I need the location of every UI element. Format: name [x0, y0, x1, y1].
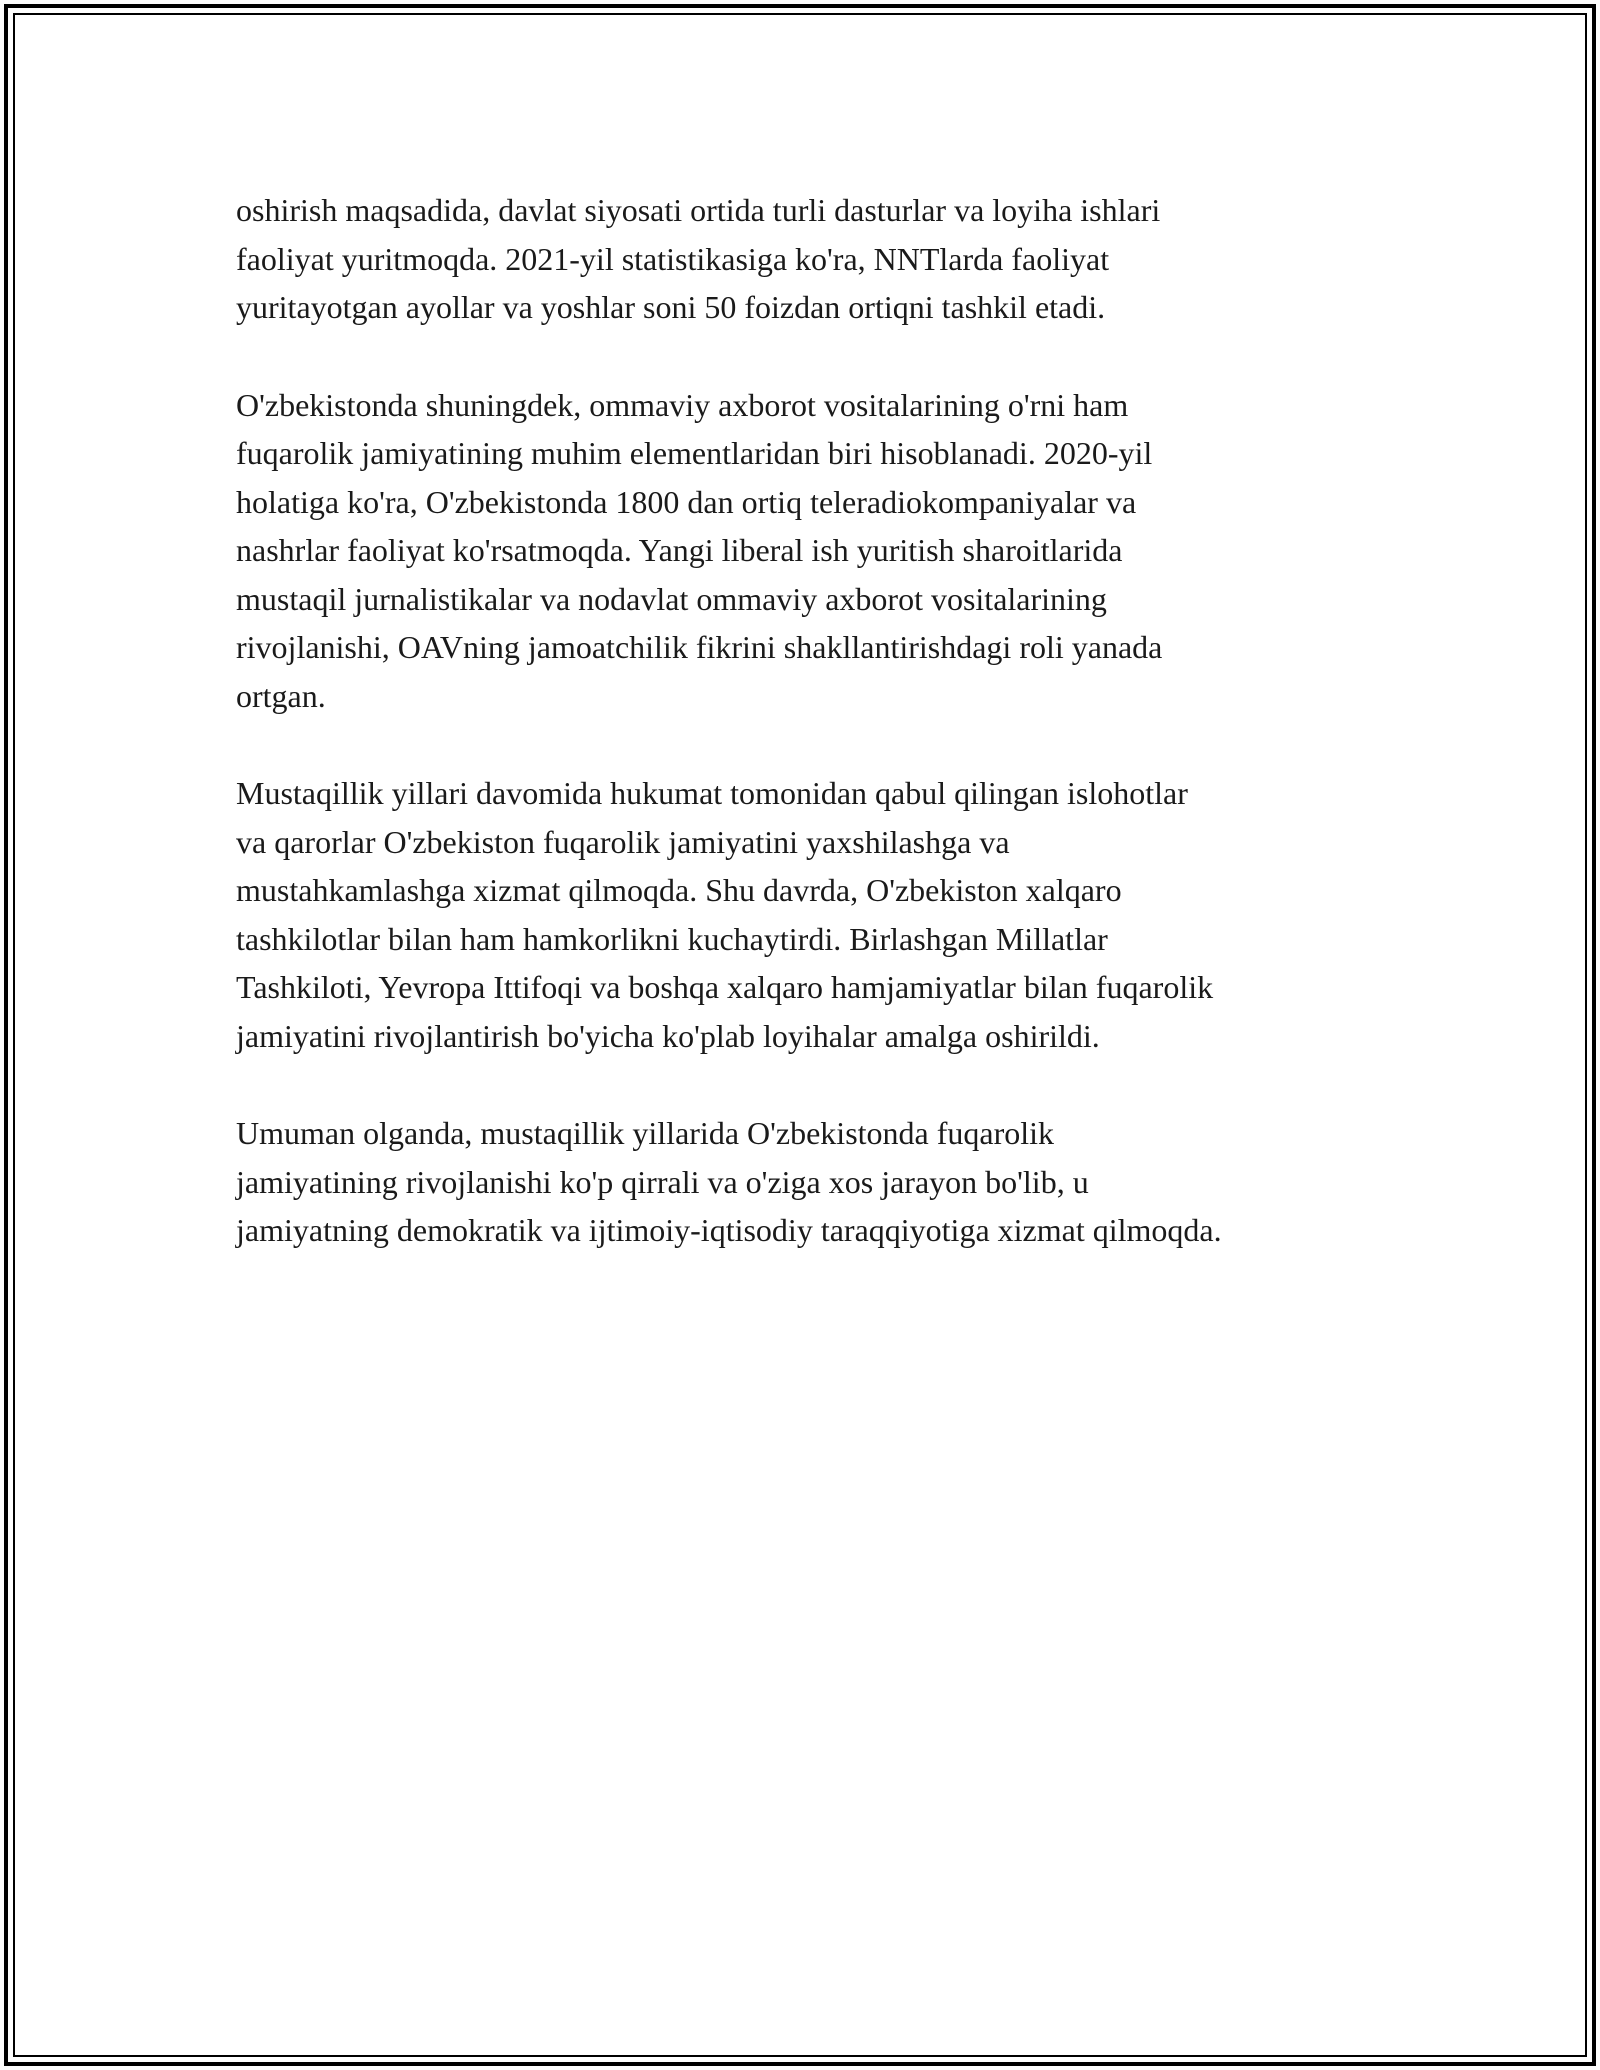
text-line: tashkilotlar bilan ham hamkorlikni kuchaytirdi. Birlashgan Millatlar [236, 920, 1108, 957]
body-text [236, 186, 1416, 1304]
text-line: O'zbekistonda shuningdek, ommaviy axborot vositalarining o'rni ham [236, 386, 1129, 423]
paragraph-1 [236, 186, 1416, 332]
text-line: rivojlanishi, OAVning jamoatchilik fikrini shakllantirishdagi roli yanada [236, 629, 1163, 665]
text-line: Mustaqillik yillari davomida hukumat tomonidan qabul qilingan islohotlar [236, 775, 1188, 811]
text-line: va qarorlar O'zbekiston fuqarolik jamiyatini yaxshilashga va [236, 823, 1010, 860]
text-line: mustahkamlashga xizmat qilmoqda. Shu davrda, O'zbekiston xalqaro [236, 872, 1122, 908]
text-line: oshirish maqsadida, davlat siyosati ortida turli dasturlar va loyiha ishlari [236, 192, 1161, 228]
text-line: Umuman olganda, mustaqillik yillarida O'zbekistonda fuqarolik [236, 1115, 1055, 1151]
text-line: holatiga ko'ra, O'zbekistonda 1800 dan ortiq teleradiokompaniyalar va [236, 483, 1137, 520]
paragraph-4 [236, 1109, 1416, 1255]
paragraph-2 [236, 381, 1416, 721]
paragraph-3 [236, 769, 1416, 1060]
text-line: ortgan. [236, 677, 326, 714]
text-line: jamiyatning demokratik va ijtimoiy-iqtisodiy taraqqiyotiga xizmat qilmoqda. [236, 1212, 1222, 1248]
text-line: nashrlar faoliyat ko'rsatmoqda. Yangi liberal ish yuritish sharoitlarida [236, 532, 1123, 568]
text-line: yuritayotgan ayollar va yoshlar soni 50 foizdan ortiqni tashkil etadi. [236, 289, 1106, 325]
text-line: faoliyat yuritmoqda. 2021-yil statistikasiga ko'ra, NNTlarda faoliyat [236, 240, 1110, 277]
text-line: Tashkiloti, Yevropa Ittifoqi va boshqa xalqaro hamjamiyatlar bilan fuqarolik [236, 969, 1214, 1005]
text-line: jamiyatini rivojlantirish bo'yicha ko'plab loyihalar amalga oshirildi. [236, 1017, 1100, 1054]
text-line: mustaqil jurnalistikalar va nodavlat ommaviy axborot vositalarining [236, 580, 1107, 617]
text-line: fuqarolik jamiyatining muhim elementlaridan biri hisoblanadi. 2020-yil [236, 435, 1153, 471]
text-line: jamiyatining rivojlanishi ko'p qirrali va o'ziga xos jarayon bo'lib, u [236, 1163, 1089, 1200]
